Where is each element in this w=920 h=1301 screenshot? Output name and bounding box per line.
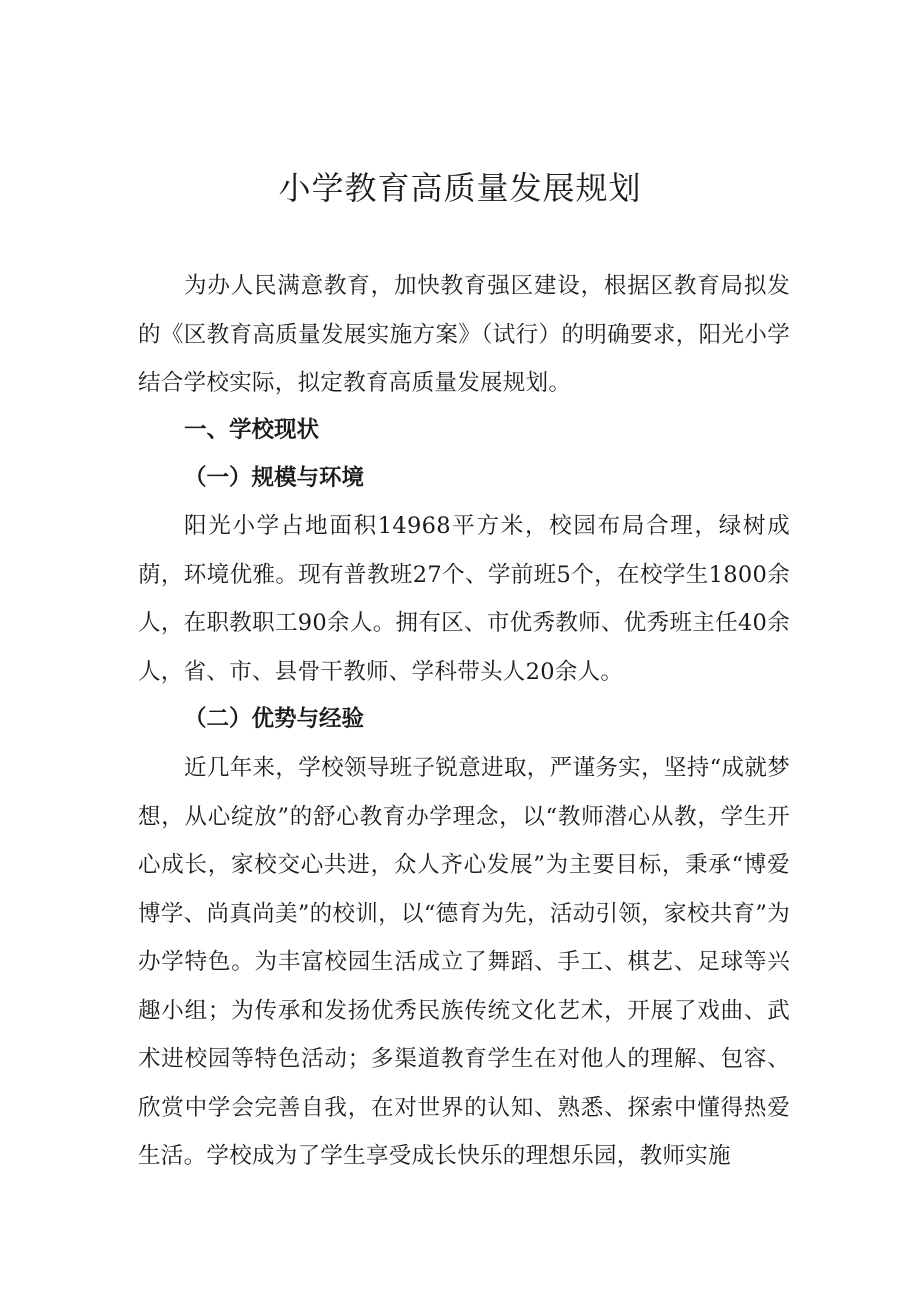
advantages-experience-paragraph: 近几年来，学校领导班子锐意进取，严谨务实，坚持“成就梦想，从心绽放”的舒心教育办学理念，以“教师潜心从教，学生开心成长，家校交心共进，众人齐心发展”为主要目标，秉承“博爱博学、尚真尚美”的校训，以“德育为先，活动引领，家校共育”为办学特色。为丰富校园生活成立了舞蹈、手工、棋艺、足球等兴趣小组；为传承和发扬优秀民族传统文化艺术，开展了戏曲、武术进校园等特色活动；多渠道教育学生在对他人的理解、包容、欣赏中学会完善自我，在对世界的认知、熟悉、探索中懂得热爱生活。学校成为了学生享受成长快乐的理想乐园，教师实施 bbox=[138, 755, 790, 1169]
document-title: 小学教育高质量发展规划 bbox=[278, 169, 642, 207]
subsection-heading-scale-environment: （一）规模与环境 bbox=[184, 465, 365, 491]
intro-paragraph: 为办人民满意教育，加快教育强区建设，根据区教育局拟发的《区教育高质量发展实施方案》（试行）的明确要求，阳光小学结合学校实际，拟定教育高质量发展规划。 bbox=[138, 273, 790, 396]
section-heading-school-status: 一、学校现状 bbox=[184, 417, 320, 443]
scale-environment-paragraph: 阳光小学占地面积14968平方米，校园布局合理，绿树成荫，环境优雅。现有普教班27个、学前班5个，在校学生1800余人，在职教职工90余人。拥有区、市优秀教师、优秀班主任40余人，省、市、县骨干教师、学科带头人20余人。 bbox=[138, 513, 790, 685]
subsection-heading-advantages-experience: （二）优势与经验 bbox=[184, 706, 365, 732]
